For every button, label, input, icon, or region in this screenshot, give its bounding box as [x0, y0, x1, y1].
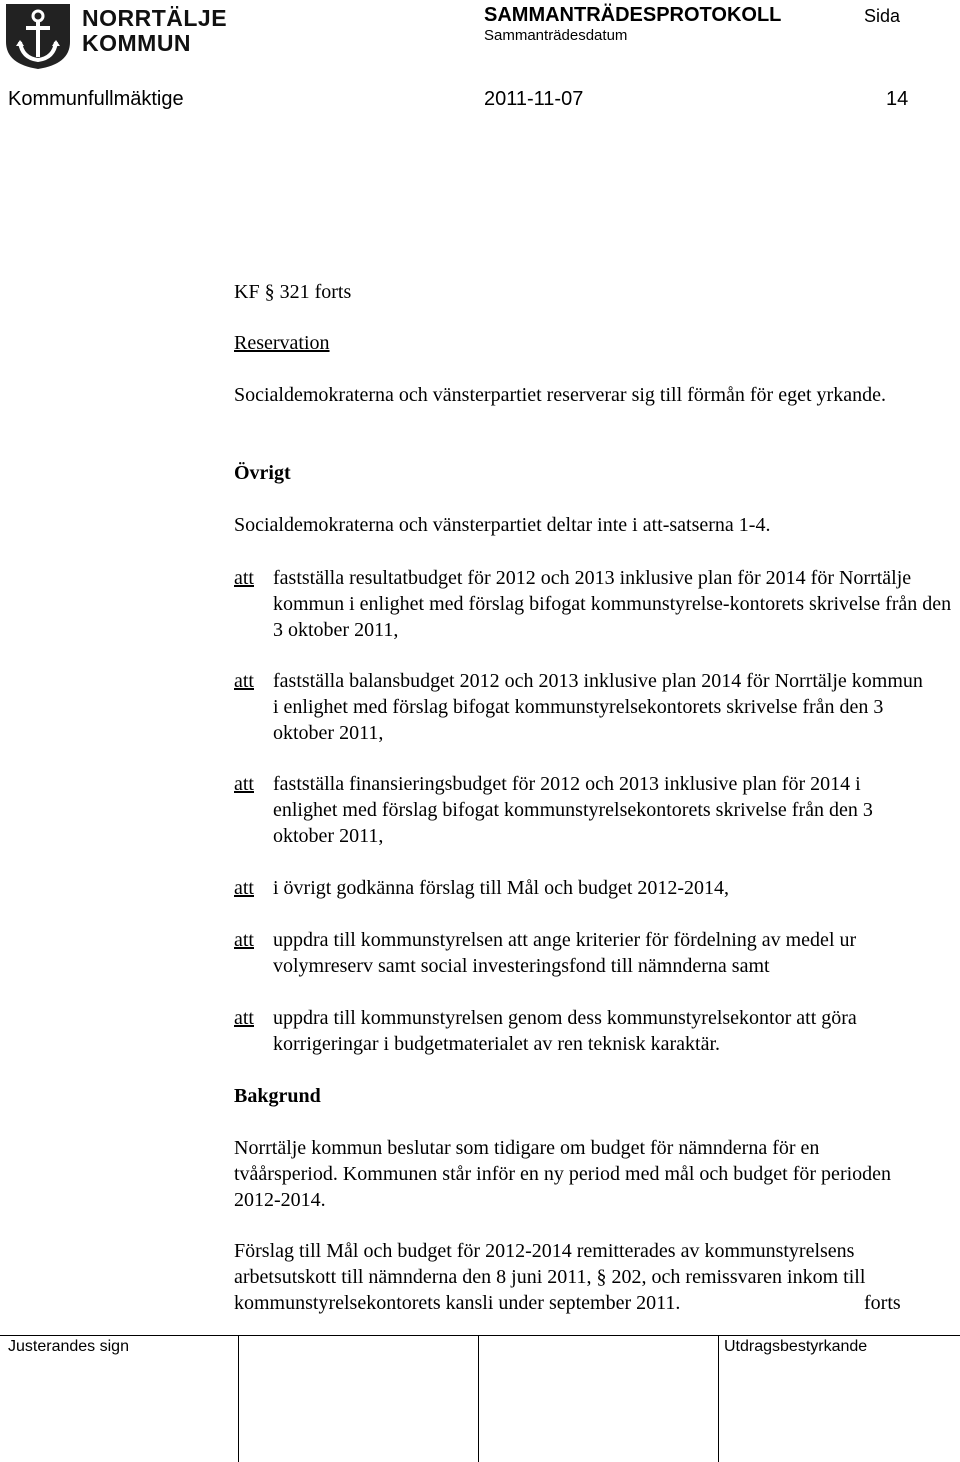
att-label: att — [234, 567, 254, 589]
att-item — [234, 875, 960, 901]
att-text: fastställa finansieringsbudget för 2012 och 2013 inklusive plan för 2014 i enlighet med förslag bifogat kommunstyrelsekontorets skrivelse från den 3 oktober 2011, — [273, 773, 873, 847]
att-label: att — [234, 929, 254, 951]
municipality-crest — [4, 2, 72, 70]
anchor-crest-icon — [4, 2, 72, 70]
reservation-heading: Reservation — [234, 332, 330, 354]
page-number: 14 — [886, 88, 909, 110]
signature-divider — [718, 1335, 719, 1462]
meeting-date: 2011-11-07 — [484, 88, 584, 110]
protocol-date-label: Sammanträdesdatum — [484, 27, 628, 44]
municipality-logo-text — [82, 6, 227, 56]
att-item — [234, 1005, 960, 1057]
att-item — [234, 927, 960, 979]
protocol-title: SAMMANTRÄDESPROTOKOLL — [484, 4, 782, 26]
logo-line-2: KOMMUN — [82, 30, 192, 56]
reservation-text: Socialdemokraterna och vänsterpartiet reserverar sig till förmån för eget yrkande. — [234, 384, 886, 406]
att-item — [234, 771, 960, 849]
continued-marker: forts — [864, 1292, 901, 1314]
background-paragraph-1: Norrtälje kommun beslutar som tidigare om budget för nämnderna för en tvåårsperiod. Kommunen står inför en ny period med mål och budget för perioden 2012-2014. — [234, 1137, 892, 1211]
att-text: uppdra till kommunstyrelsen genom dess kommunstyrelsekontor att göra korrigeringar i budgetmaterialet av ren teknisk karaktär. — [273, 1007, 857, 1055]
section-heading: KF § 321 forts — [234, 281, 352, 303]
footer-rule — [0, 1335, 960, 1336]
other-heading: Övrigt — [234, 462, 291, 484]
att-text: i övrigt godkänna förslag till Mål och budget 2012-2014, — [273, 877, 730, 899]
att-text: fastställa resultatbudget för 2012 och 2013 inklusive plan för 2014 för Norrtälje kommun i enlighet med förslag bifogat kommunstyrelse-kontorets skrivelse från den 3 oktober 2011, — [273, 567, 952, 641]
att-item — [234, 565, 960, 643]
background-heading: Bakgrund — [234, 1085, 321, 1107]
att-text: fastställa balansbudget 2012 och 2013 inklusive plan 2014 för Norrtälje kommun i enlighet med förslag bifogat kommunstyrelsekontorets skrivelse från den 3 oktober 2011, — [273, 670, 923, 744]
att-text: uppdra till kommunstyrelsen att ange kriterier för fördelning av medel ur volymreserv samt social investeringsfond till nämnderna samt — [273, 929, 857, 977]
att-label: att — [234, 773, 254, 795]
logo-line-1: NORRTÄLJE — [82, 5, 228, 31]
att-item — [234, 668, 960, 746]
att-label: att — [234, 670, 254, 692]
att-label: att — [234, 877, 254, 899]
signature-divider — [478, 1335, 479, 1462]
other-text: Socialdemokraterna och vänsterpartiet deltar inte i att-satserna 1-4. — [234, 514, 771, 536]
assembly-name: Kommunfullmäktige — [8, 88, 184, 110]
signature-divider — [238, 1335, 239, 1462]
page-label: Sida — [864, 6, 901, 26]
background-paragraph-2: Förslag till Mål och budget för 2012-2014 remitterades av kommunstyrelsens arbetsutskott till nämnderna den 8 juni 2011, § 202, och remissvaren inkom till kommunstyrelsekontorets kansli under september 2011. — [234, 1240, 866, 1314]
justerandes-sign-label: Justerandes sign — [8, 1338, 129, 1355]
utdragsbestyrkande-label: Utdragsbestyrkande — [724, 1338, 868, 1355]
att-label: att — [234, 1007, 254, 1029]
